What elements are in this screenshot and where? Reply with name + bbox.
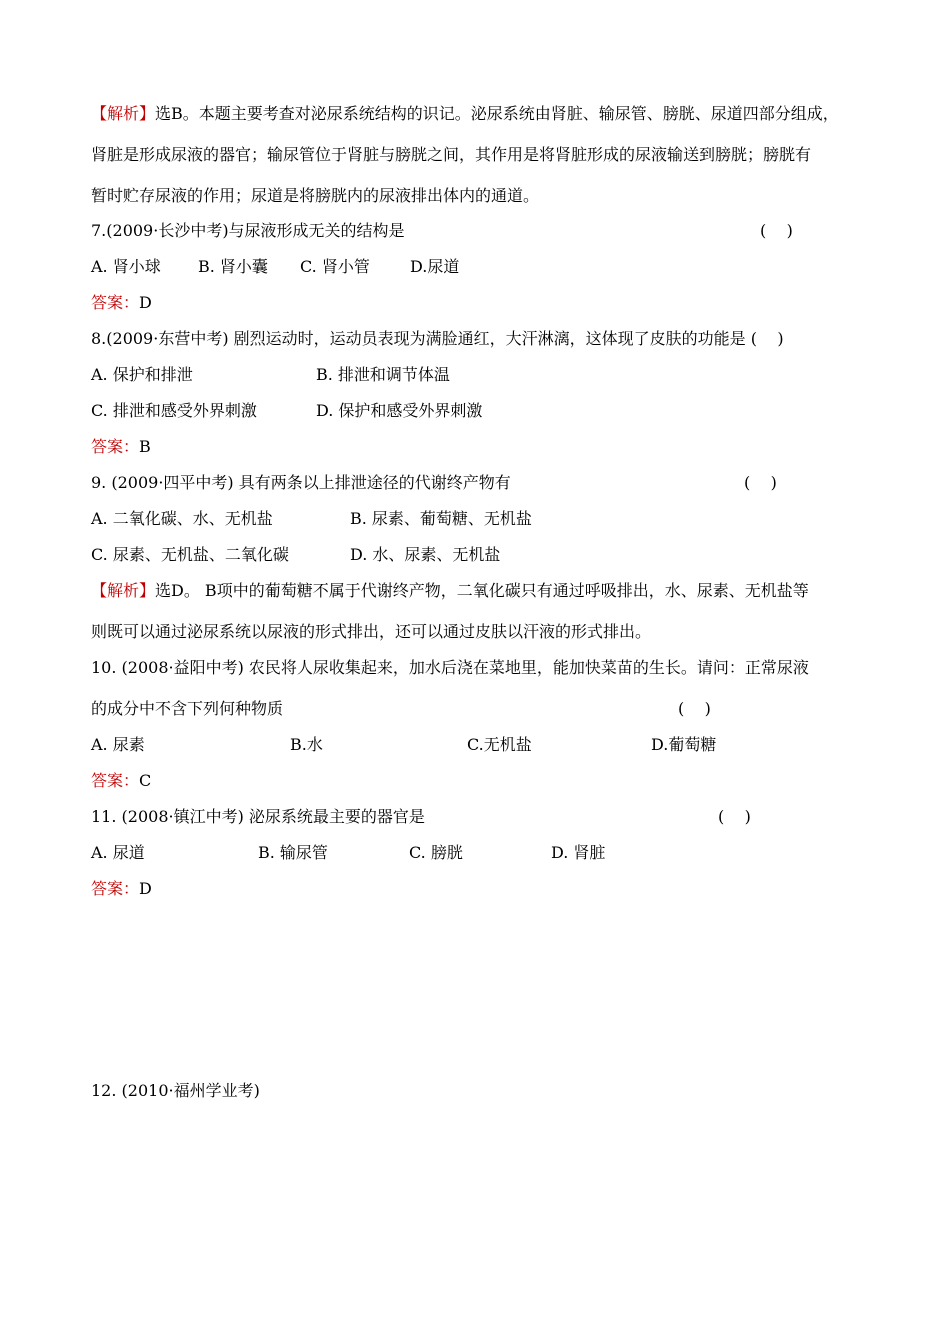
q9-stem: 9. (2009·四平中考) 具有两条以上排泄途径的代谢终产物有 <box>91 473 511 492</box>
q8-option-c: C. 排泄和感受外界刺激 <box>91 401 257 420</box>
q7-answer: 答案：D <box>91 293 152 312</box>
analysis-line-2: 肾脏是形成尿液的器官；输尿管位于肾脏与膀胱之间，其作用是将肾脏形成的尿液输送到膀胱；膀胱有 <box>91 145 812 164</box>
q9-option-c: C. 尿素、无机盐、二氧化碳 <box>91 545 289 564</box>
q11-option-c: C. 膀胱 <box>409 843 463 862</box>
q7-option-b: B. 肾小囊 <box>198 257 268 276</box>
q10-option-a: A. 尿素 <box>91 735 145 754</box>
q8-option-b: B. 排泄和调节体温 <box>316 365 450 384</box>
q10-stem-line-1: 10. (2008·益阳中考) 农民将人尿收集起来，加水后浇在菜地里，能加快菜苗的生长。请问：正常尿液 <box>91 658 809 677</box>
q9-analysis-line-2: 则既可以通过泌尿系统以尿液的形式排出，还可以通过皮肤以汗液的形式排出。 <box>91 622 652 641</box>
q10-answer-blank: ( ) <box>678 699 711 718</box>
q10-stem-line-2: 的成分中不含下列何种物质 <box>91 699 284 718</box>
q7-answer-blank: ( ) <box>760 221 793 240</box>
q11-answer: 答案：D <box>91 879 152 898</box>
q11-option-d: D. 肾脏 <box>551 843 606 862</box>
q10-option-c: C.无机盐 <box>467 735 532 754</box>
q9-option-b: B. 尿素、葡萄糖、无机盐 <box>350 509 532 528</box>
q11-stem: 11. (2008·镇江中考) 泌尿系统最主要的器官是 <box>91 807 425 826</box>
q7-option-a: A. 肾小球 <box>91 257 161 276</box>
q8-answer: 答案：B <box>91 437 151 456</box>
analysis-tag: 【解析】 <box>91 104 156 123</box>
q7-stem: 7.(2009·长沙中考)与尿液形成无关的结构是 <box>91 221 405 240</box>
q7-option-d: D.尿道 <box>410 257 460 276</box>
q7-option-c: C. 肾小管 <box>300 257 370 276</box>
q8-option-a: A. 保护和排泄 <box>91 365 193 384</box>
q11-option-b: B. 输尿管 <box>258 843 328 862</box>
q9-answer-blank: ( ) <box>744 473 777 492</box>
q10-option-d: D.葡萄糖 <box>651 735 717 754</box>
q11-answer-blank: ( ) <box>718 807 751 826</box>
q8-stem: 8.(2009·东营中考) 剧烈运动时，运动员表现为满脸通红，大汗淋漓，这体现了皮肤的功能是 ( ) <box>91 329 784 348</box>
analysis-line-1: 【解析】选B。本题主要考查对泌尿系统结构的识记。泌尿系统由肾脏、输尿管、膀胱、尿道四部分组成， <box>91 104 839 123</box>
q9-analysis-line-1: 【解析】选D。 B项中的葡萄糖不属于代谢终产物，二氧化碳只有通过呼吸排出，水、尿素、无机盐等 <box>91 581 809 600</box>
q10-option-b: B.水 <box>290 735 323 754</box>
q9-analysis-tag: 【解析】 <box>91 581 156 600</box>
q9-option-a: A. 二氧化碳、水、无机盐 <box>91 509 273 528</box>
q9-option-d: D. 水、尿素、无机盐 <box>350 545 501 564</box>
q12-stem: 12. (2010·福州学业考) <box>91 1081 260 1100</box>
q10-answer: 答案：C <box>91 771 152 790</box>
q11-option-a: A. 尿道 <box>91 843 145 862</box>
analysis-line-3: 暂时贮存尿液的作用；尿道是将膀胱内的尿液排出体内的通道。 <box>91 186 540 205</box>
q8-option-d: D. 保护和感受外界刺激 <box>316 401 483 420</box>
